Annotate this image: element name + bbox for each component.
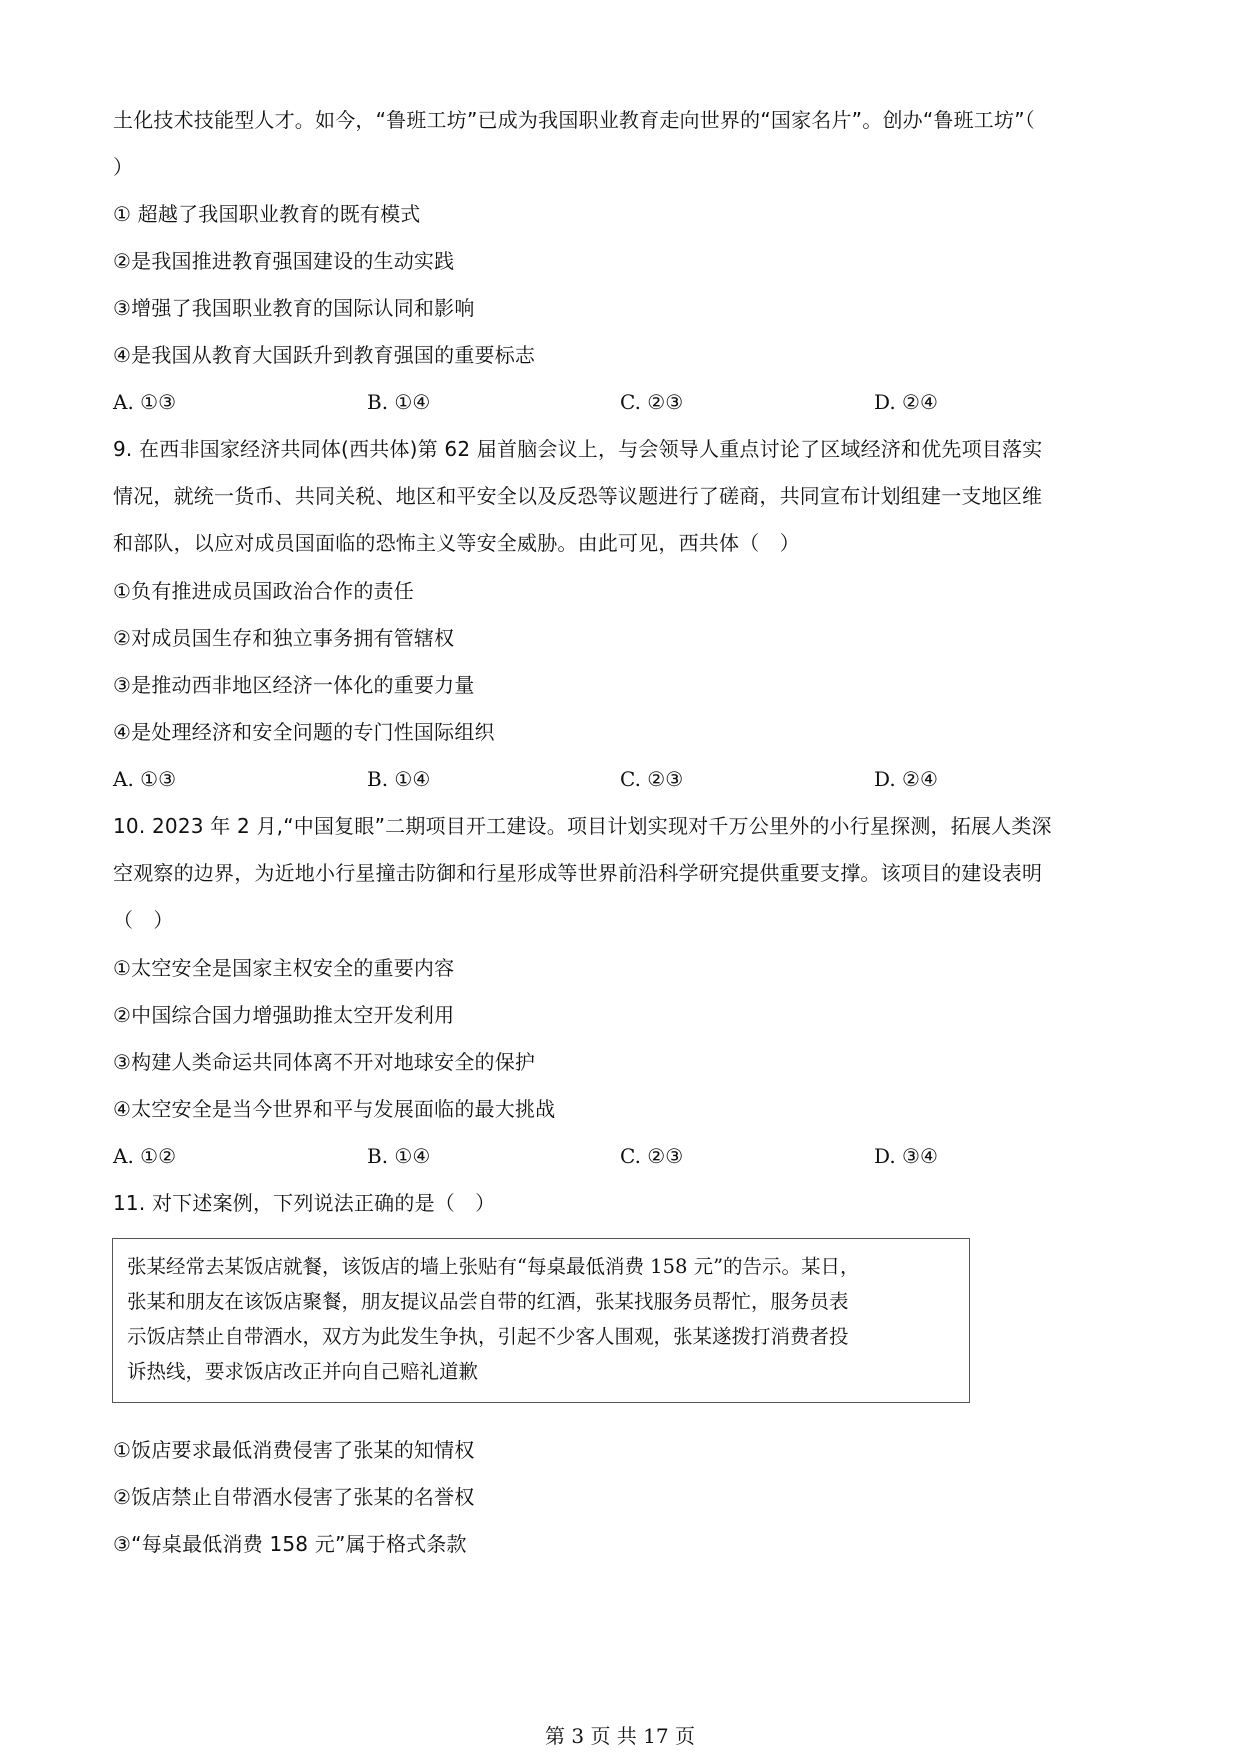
q9-stem-line-1: 9. 在西非国家经济共同体(西共体)第 62 届首脑会议上，与会领导人重点讨论了区域经济和优先项目落实 — [113, 437, 1043, 461]
q11-case-line-3: 示饭店禁止自带酒水，双方为此发生争执，引起不少客人围观，张某遂拨打消费者投 — [127, 1325, 849, 1348]
q10-stem-line-1: 10. 2023 年 2 月,“中国复眼”二期项目开工建设。项目计划实现对千万公里外的小行星探测，拓展人类深 — [113, 814, 1052, 838]
q8-options — [113, 388, 1133, 416]
q8-statement-4: ④是我国从教育大国跃升到教育强国的重要标志 — [113, 343, 536, 367]
q9-statement-4: ④是处理经济和安全问题的专门性国际组织 — [113, 720, 495, 744]
q11-case-box — [112, 1238, 970, 1403]
q8-stem-line-1: 土化技术技能型人才。如今，“鲁班工坊”已成为我国职业教育走向世界的“国家名片”。创办“鲁班工坊”（ — [113, 108, 1035, 132]
q10-statement-1: ①太空安全是国家主权安全的重要内容 — [113, 956, 455, 980]
q9-option-a[interactable]: A. ①③ — [113, 767, 177, 791]
page-number-footer: 第 3 页 共 17 页 — [545, 1724, 695, 1748]
q8-statement-1: ① 超越了我国职业教育的既有模式 — [113, 202, 421, 226]
q8-statement-3: ③增强了我国职业教育的国际认同和影响 — [113, 296, 475, 320]
q10-option-b[interactable]: B. ①④ — [367, 1144, 431, 1168]
q8-option-d[interactable]: D. ②④ — [874, 390, 938, 414]
q10-stem-line-2: 空观察的边界，为近地小行星撞击防御和行星形成等世界前沿科学研究提供重要支撑。该项目的建设表明 — [113, 861, 1043, 885]
q10-options — [113, 1142, 1133, 1170]
q10-statement-3: ③构建人类命运共同体离不开对地球安全的保护 — [113, 1050, 536, 1074]
q9-statement-2: ②对成员国生存和独立事务拥有管辖权 — [113, 626, 455, 650]
q11-statement-2: ②饭店禁止自带酒水侵害了张某的名誉权 — [113, 1485, 475, 1509]
q9-stem-line-3: 和部队，以应对成员国面临的恐怖主义等安全威胁。由此可见，西共体（ ） — [113, 531, 800, 555]
q8-statement-2: ②是我国推进教育强国建设的生动实践 — [113, 249, 455, 273]
q10-option-c[interactable]: C. ②③ — [620, 1144, 684, 1168]
q9-stem-line-2: 情况，就统一货币、共同关税、地区和平安全以及反恐等议题进行了磋商，共同宣布计划组建一支地区维 — [113, 484, 1043, 508]
q11-statement-1: ①饭店要求最低消费侵害了张某的知情权 — [113, 1438, 475, 1462]
q9-option-c[interactable]: C. ②③ — [620, 767, 684, 791]
q11-statement-3: ③“每桌最低消费 158 元”属于格式条款 — [113, 1532, 467, 1556]
q10-option-d[interactable]: D. ③④ — [874, 1144, 938, 1168]
q11-case-line-4: 诉热线，要求饭店改正并向自己赔礼道歉 — [127, 1360, 479, 1383]
q9-option-b[interactable]: B. ①④ — [367, 767, 431, 791]
q9-options — [113, 765, 1133, 793]
q8-option-b[interactable]: B. ①④ — [367, 390, 431, 414]
q10-option-a[interactable]: A. ①② — [113, 1144, 177, 1168]
q10-stem-line-3: （ ） — [113, 908, 174, 932]
q11-stem: 11. 对下述案例，下列说法正确的是（ ） — [113, 1191, 496, 1215]
q10-statement-4: ④太空安全是当今世界和平与发展面临的最大挑战 — [113, 1097, 556, 1121]
q8-stem-line-2: ） — [113, 155, 134, 179]
q11-case-line-1: 张某经常去某饭店就餐，该饭店的墙上张贴有“每桌最低消费 158 元”的告示。某日， — [127, 1255, 860, 1278]
q11-case-line-2: 张某和朋友在该饭店聚餐，朋友提议品尝自带的红酒，张某找服务员帮忙，服务员表 — [127, 1290, 849, 1313]
q10-statement-2: ②中国综合国力增强助推太空开发利用 — [113, 1003, 455, 1027]
q9-statement-1: ①负有推进成员国政治合作的责任 — [113, 579, 414, 603]
q9-option-d[interactable]: D. ②④ — [874, 767, 938, 791]
q8-option-c[interactable]: C. ②③ — [620, 390, 684, 414]
q8-option-a[interactable]: A. ①③ — [113, 390, 177, 414]
q9-statement-3: ③是推动西非地区经济一体化的重要力量 — [113, 673, 475, 697]
